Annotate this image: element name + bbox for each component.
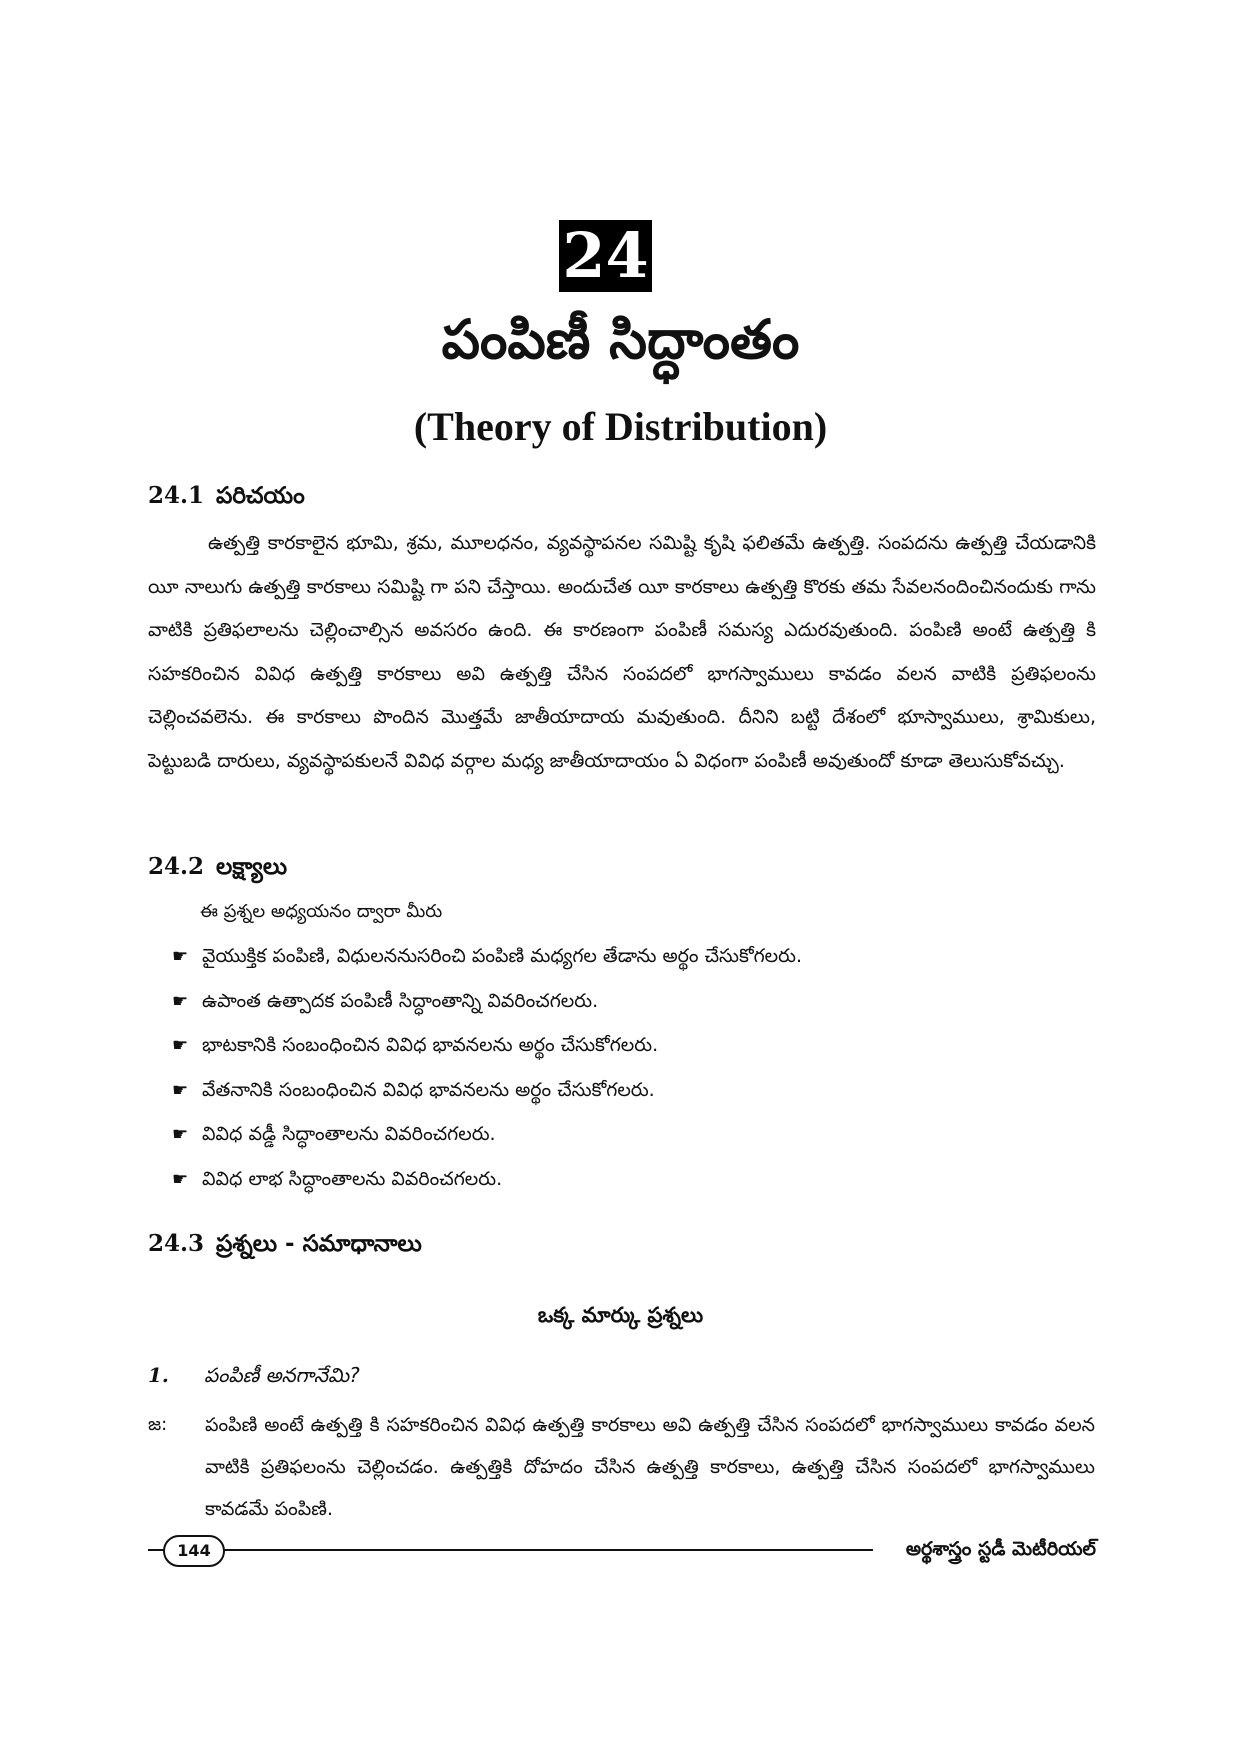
pointing-hand-icon: ☛ <box>172 990 189 1012</box>
question-row <box>148 1358 360 1392</box>
section-heading-objectives <box>148 849 287 885</box>
list-item <box>172 979 1092 1024</box>
chapter-title-telugu: పంపిణీ సిద్ధాంతం <box>441 308 800 371</box>
objectives-intro: ఈ ప్రశ్నల అధ్యయనం ద్వారా మీరు <box>200 901 443 922</box>
objective-text: భాటకానికి సంబంధించిన వివిధ భావనలను అర్థం చేసుకోగలరు. <box>202 1034 659 1056</box>
section-number: 24.3 <box>148 1230 205 1257</box>
section-heading-qa <box>148 1226 422 1262</box>
list-item <box>172 1068 1092 1113</box>
footer-book-title: అర్థశాస్త్రం స్టడీ మెటీరియల్ <box>905 1538 1096 1560</box>
question-number: 1. <box>148 1363 169 1387</box>
pointing-hand-icon: ☛ <box>172 946 189 967</box>
one-mark-questions-heading: ఒక్క మార్కు ప్రశ్నలు <box>537 1303 704 1327</box>
section-title: లక్ష్యాలు <box>216 854 288 880</box>
chapter-number-box: 24 <box>559 220 652 292</box>
chapter-title-english: (Theory of Distribution) <box>413 404 828 449</box>
objective-text: వైయుక్తిక పంపిణి, విధులననుసరించి పంపిణి మధ్యగల తేడాను అర్థం చేసుకోగలరు. <box>202 945 803 967</box>
objectives-list <box>172 934 1092 1201</box>
answer-label: జ: <box>148 1414 168 1435</box>
objective-text: ఉపాంత ఉత్పాదక పంపిణీ సిద్ధాంతాన్ని వివరించగలరు. <box>202 989 599 1012</box>
pointing-hand-icon: ☛ <box>172 1035 189 1056</box>
list-item <box>172 1112 1092 1157</box>
list-item <box>172 934 1092 979</box>
objective-text: వివిధ లాభ సిద్ధాంతాలను వివరించగలరు. <box>202 1167 503 1190</box>
pointing-hand-icon: ☛ <box>172 1124 189 1145</box>
list-item <box>172 1157 1092 1202</box>
objective-text: వివిధ వడ్డీ సిద్ధాంతాలను వివరించగలరు. <box>202 1123 496 1145</box>
section-title: ప్రశ్నలు - సమాధానాలు <box>216 1231 422 1257</box>
intro-paragraph: ఉత్పత్తి కారకాలైన భూమి, శ్రమ, మూలధనం, వ్యవస్థాపనల సమిష్టి కృషి ఫలితమే ఉత్పత్తి. సంపదను ఉత్పత్తి చేయడానికి యీ నాలుగు ఉత్పత్తి కారకాలు సమిష్టి గా పని చేస్తాయి. అందుచేత యీ కారకాలు ఉత్పత్తి కొరకు తమ సేవలనందించినందుకు గాను వాటికి ప్రతిఫలాలను చెల్లించాల్సిన అవసరం ఉంది. ఈ కారణంగా పంపిణీ సమస్య ఎదురవుతుంది. పంపిణి అంటే ఉత్పత్తి కి సహకరించిన వివిధ ఉత్పత్తి కారకాలు అవి ఉత్పత్తి చేసిన సంపదలో భాగస్వాములు కావడం వలన వాటికి ప్రతిఫలంను చెల్లించవలెను. ఈ కారకాలు పొందిన మొత్తమే జాతీయాదాయ మవుతుంది. దీనిని బట్టి దేశంలో భూస్వాములు, శ్రామికులు, పెట్టుబడి దారులు, వ్యవస్థాపకులనే వివిధ వర్గాల మధ్య జాతీయాదాయం ఏ విధంగా పంపిణీ అవుతుందో కూడా తెలుసుకోవచ్చు. <box>148 532 1096 772</box>
page-number-badge: 144 <box>163 1535 225 1567</box>
objective-text: వేతనానికి సంబంధించిన వివిధ భావనలను అర్థం చేసుకోగలరు. <box>202 1078 655 1101</box>
question-text: పంపిణీ అనగానేమి? <box>204 1363 360 1387</box>
answer-text: పంపిణి అంటే ఉత్పత్తి కి సహకరించిన వివిధ ఉత్పత్తి కారకాలు అవి ఉత్పత్తి చేసిన సంపదలో భాగస్వాములు కావడం వలన వాటికి ప్రతిఫలంను చెల్లించడం. ఉత్పత్తికి దోహదం చేసిన ఉత్పత్తి కారకాలు, ఉత్పత్తి చేసిన సంపదలో భాగస్వాములు కావడమే పంపిణి. <box>205 1414 1095 1520</box>
section-number: 24.1 <box>148 482 205 509</box>
pointing-hand-icon: ☛ <box>172 1168 189 1190</box>
section-heading-intro <box>148 478 305 514</box>
section-number: 24.2 <box>148 853 205 880</box>
section-title: పరిచయం <box>216 483 305 509</box>
footer-rule <box>148 1549 873 1551</box>
list-item <box>172 1023 1092 1068</box>
pointing-hand-icon: ☛ <box>172 1079 189 1101</box>
